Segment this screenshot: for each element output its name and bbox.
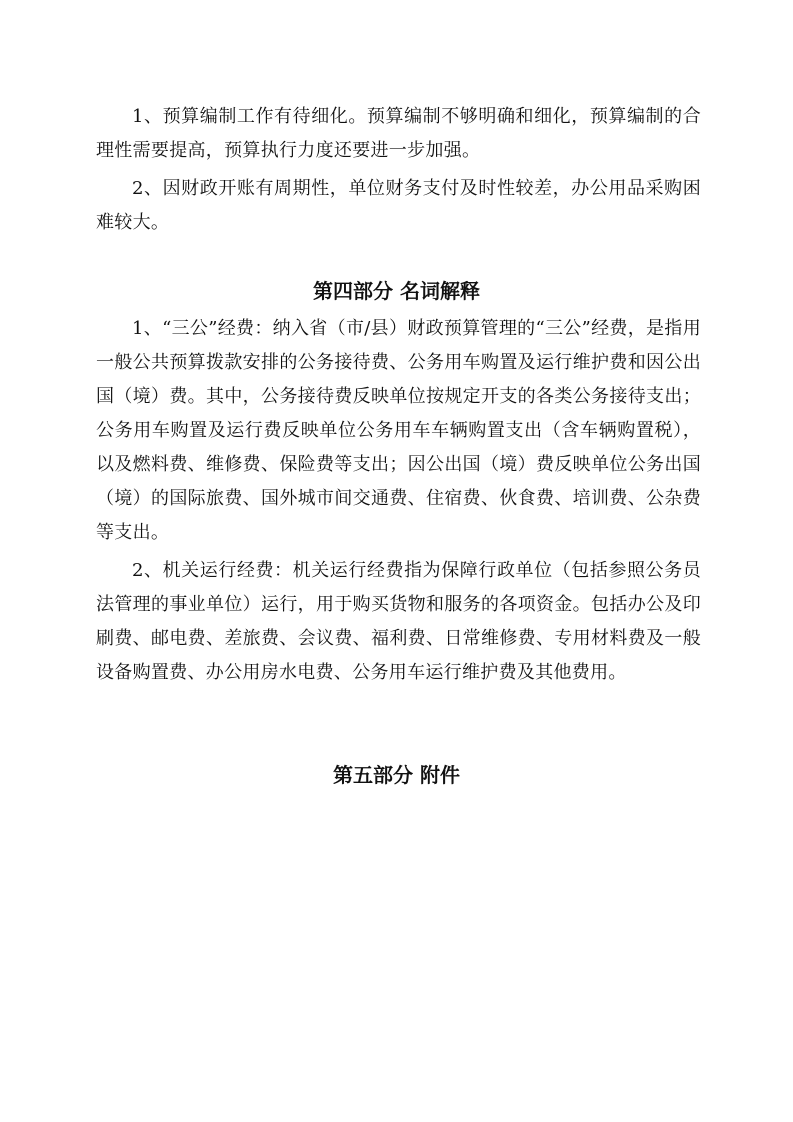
issue-item-1: 1、预算编制工作有待细化。预算编制不够明确和细化，预算编制的合理性需要提高，预算执行力度还要进一步加强。 [96, 106, 701, 161]
glossary-item-operating-expenses: 2、机关运行经费：机关运行经费指为保障行政单位（包括参照公务员法管理的事业单位）运行，用于购买货物和服务的各项资金。包括办公及印刷费、邮电费、差旅费、会议费、福利费、日常维修费、专用材料费及一般设备购置费、办公用房水电费、公务用车运行维护费及其他费用。 [96, 560, 701, 683]
issue-item-2: 2、因财政开账有周期性，单位财务支付及时性较差，办公用品采购困难较大。 [96, 178, 701, 233]
glossary-item-three-public-expenses: 1、“三公”经费：纳入省（市/县）财政预算管理的“三公”经费，是指用一般公共预算拨款安排的公务接待费、公务用车购置及运行维护费和因公出国（境）费。其中，公务接待费反映单位按规定开支的各类公务接待支出；公务用车购置及运行费反映单位公务用车车辆购置支出（含车辆购置税），以及燃料费、维修费、保险费等支出；因公出国（境）费反映单位公务出国（境）的国际旅费、国外城市间交通费、住宿费、伙食费、培训费、公杂费等支出。 [96, 318, 701, 543]
section-heading-glossary: 第四部分 名词解释 [313, 279, 480, 303]
section-heading-attachments: 第五部分 附件 [333, 763, 460, 787]
